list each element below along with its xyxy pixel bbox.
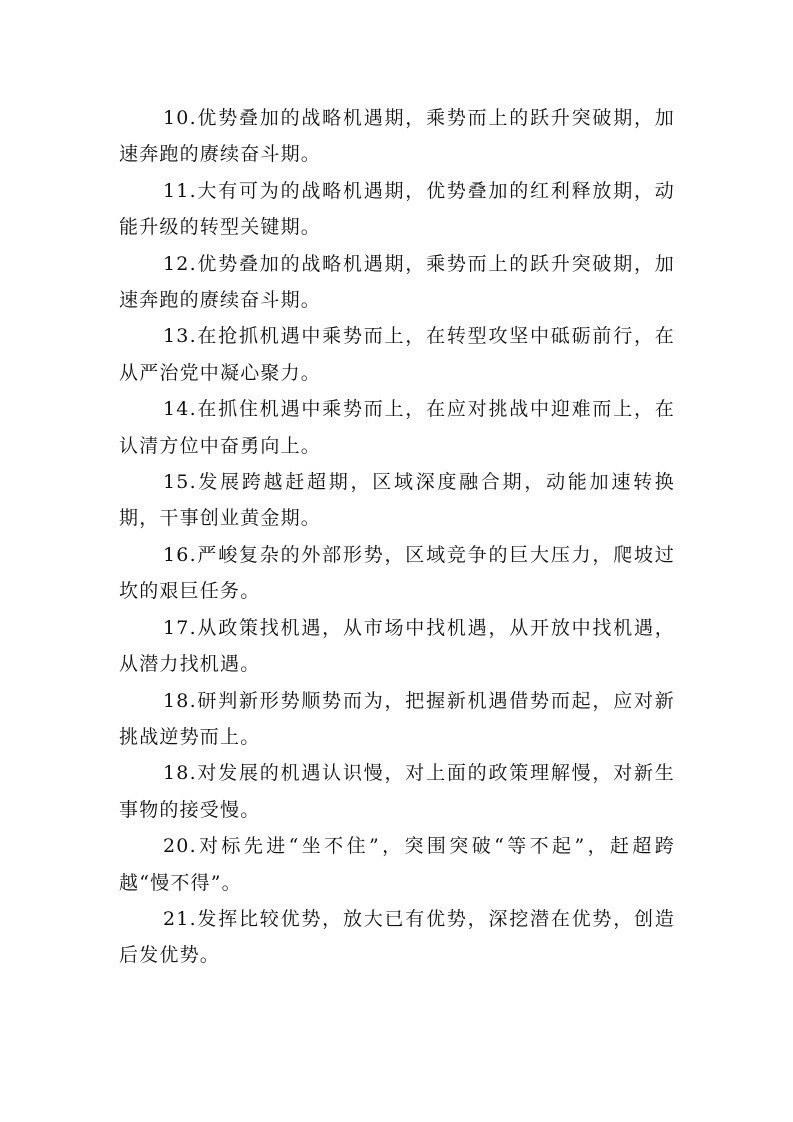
paragraph-12: 12.优势叠加的战略机遇期，乘势而上的跃升突破期，加速奔跑的赓续奋斗期。 [119, 252, 675, 312]
paragraph-13: 13.在抢抓机遇中乘势而上，在转型攻坚中砥砺前行，在从严治党中凝心聚力。 [119, 325, 675, 384]
paragraph-20: 20.对标先进“坐不住”，突围突破“等不起”，赶超跨越“慢不得”。 [119, 835, 675, 894]
paragraph-11: 11.大有可为的战略机遇期，优势叠加的红利释放期，动能升级的转型关键期。 [119, 179, 675, 239]
document-body [119, 100, 675, 974]
paragraph-18b: 18.对发展的机遇认识慢，对上面的政策理解慢，对新生事物的接受慢。 [119, 762, 675, 821]
paragraph-21: 21.发挥比较优势，放大已有优势，深挖潜在优势，创造后发优势。 [119, 907, 675, 967]
paragraph-16: 16.严峻复杂的外部形势，区域竞争的巨大压力，爬坡过坎的艰巨任务。 [119, 543, 675, 603]
paragraph-10: 10.优势叠加的战略机遇期，乘势而上的跃升突破期，加速奔跑的赓续奋斗期。 [119, 107, 675, 166]
paragraph-18a: 18.研判新形势顺势而为，把握新机遇借势而起，应对新挑战逆势而上。 [119, 689, 675, 748]
paragraph-17: 17.从政策找机遇，从市场中找机遇，从开放中找机遇，从潜力找机遇。 [119, 616, 675, 676]
paragraph-15: 15.发展跨越赶超期，区域深度融合期，动能加速转换期，干事创业黄金期。 [119, 471, 675, 530]
paragraph-14: 14.在抓住机遇中乘势而上，在应对挑战中迎难而上，在认清方位中奋勇向上。 [119, 398, 675, 457]
